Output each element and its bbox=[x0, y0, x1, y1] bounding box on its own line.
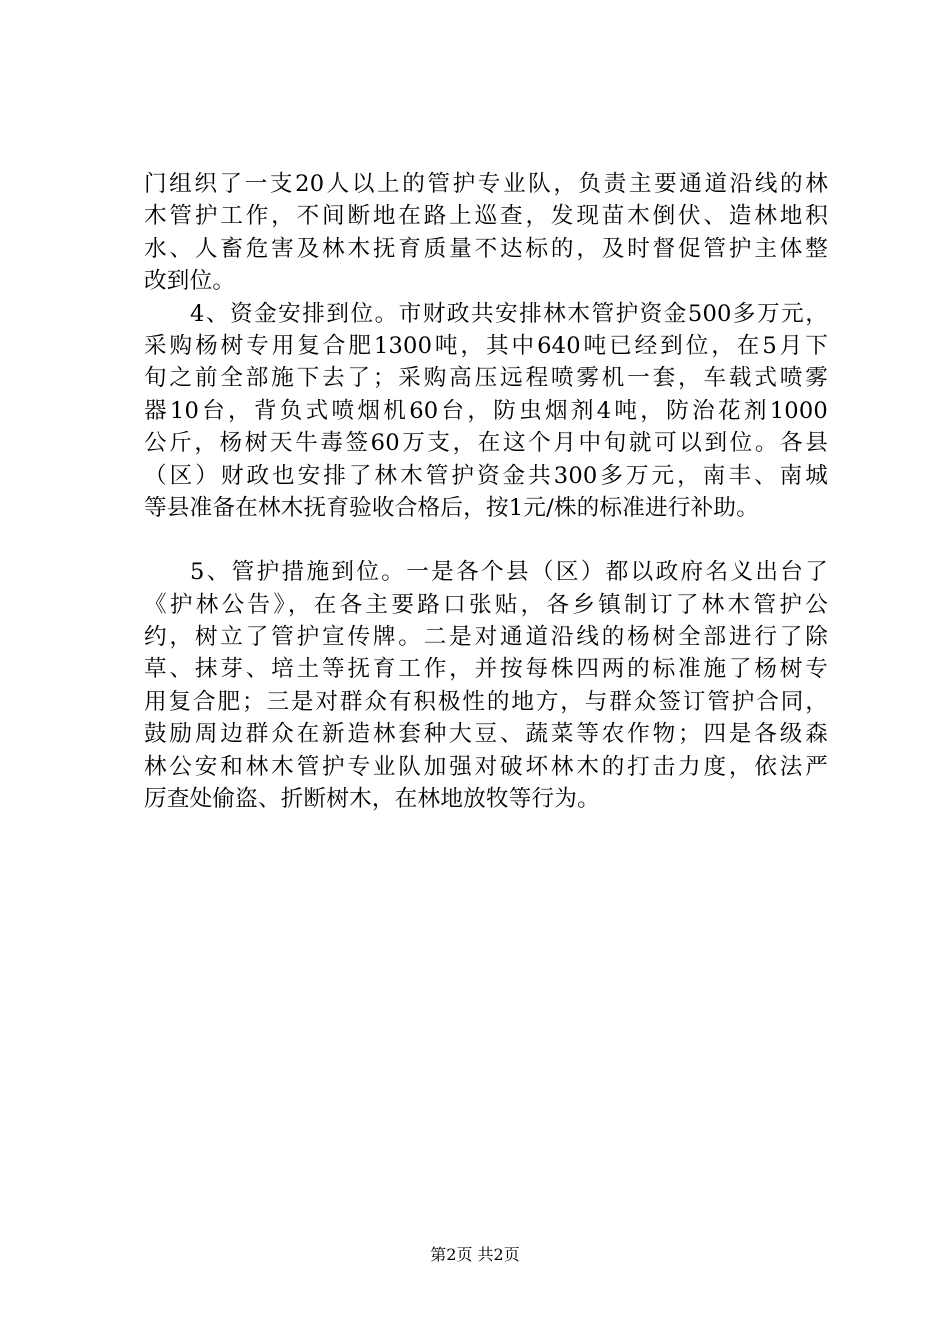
text-line: 约，树立了管护宣传牌。二是对通道沿线的杨树全部进行了除 bbox=[144, 624, 828, 651]
paragraph-spacer bbox=[144, 524, 828, 556]
text-line: 5、管护措施到位。一是各个县（区）都以政府名义出台了 bbox=[190, 559, 828, 586]
page-footer bbox=[0, 1244, 950, 1266]
text-line: 水、人畜危害及林木抚育质量不达标的，及时督促管护主体整 bbox=[144, 235, 828, 262]
text-line: 旬之前全部施下去了；采购高压远程喷雾机一套，车载式喷雾 bbox=[144, 365, 828, 392]
paragraph-continuation bbox=[144, 168, 828, 298]
text-line: 《护林公告》，在各主要路口张贴，各乡镇制订了林木管护公 bbox=[144, 591, 828, 618]
text-line: 门组织了一支20人以上的管护专业队，负责主要通道沿线的林 bbox=[144, 171, 828, 197]
text-line: 用复合肥；三是对群众有积极性的地方，与群众签订管护合同， bbox=[144, 688, 828, 715]
text-line: 鼓励周边群众在新造林套种大豆、蔬菜等农作物；四是各级森 bbox=[144, 721, 828, 748]
paragraph-funding bbox=[144, 298, 828, 525]
text-line: 采购杨树专用复合肥1300吨，其中640吨已经到位，在5月下 bbox=[144, 332, 828, 359]
text-line: 厉查处偷盗、折断树木，在林地放牧等行为。 bbox=[144, 786, 600, 813]
text-line: 公斤，杨树天牛毒签60万支，在这个月中旬就可以到位。各县 bbox=[144, 430, 828, 457]
text-line: （区）财政也安排了林木管护资金共300多万元，南丰、南城 bbox=[144, 462, 828, 489]
text-line: 改到位。 bbox=[144, 268, 236, 295]
paragraph-measures bbox=[144, 556, 828, 815]
text-line: 等县准备在林木抚育验收合格后，按1元/株的标准进行补助。 bbox=[144, 494, 760, 521]
text-line: 器10台，背负式喷烟机60台，防虫烟剂4吨，防治花剂1000 bbox=[144, 397, 828, 424]
text-line: 草、抹芽、培土等抚育工作，并按每株四两的标准施了杨树专 bbox=[144, 656, 828, 683]
text-line: 林公安和林木管护专业队加强对破坏林木的打击力度，依法严 bbox=[144, 753, 828, 780]
page-number-label: 第2页 共2页 bbox=[430, 1245, 520, 1264]
document-body bbox=[144, 168, 828, 815]
text-line: 木管护工作，不间断地在路上巡查，发现苗木倒伏、造林地积 bbox=[144, 203, 828, 230]
text-line: 4、资金安排到位。市财政共安排林木管护资金500多万元， bbox=[190, 300, 828, 327]
